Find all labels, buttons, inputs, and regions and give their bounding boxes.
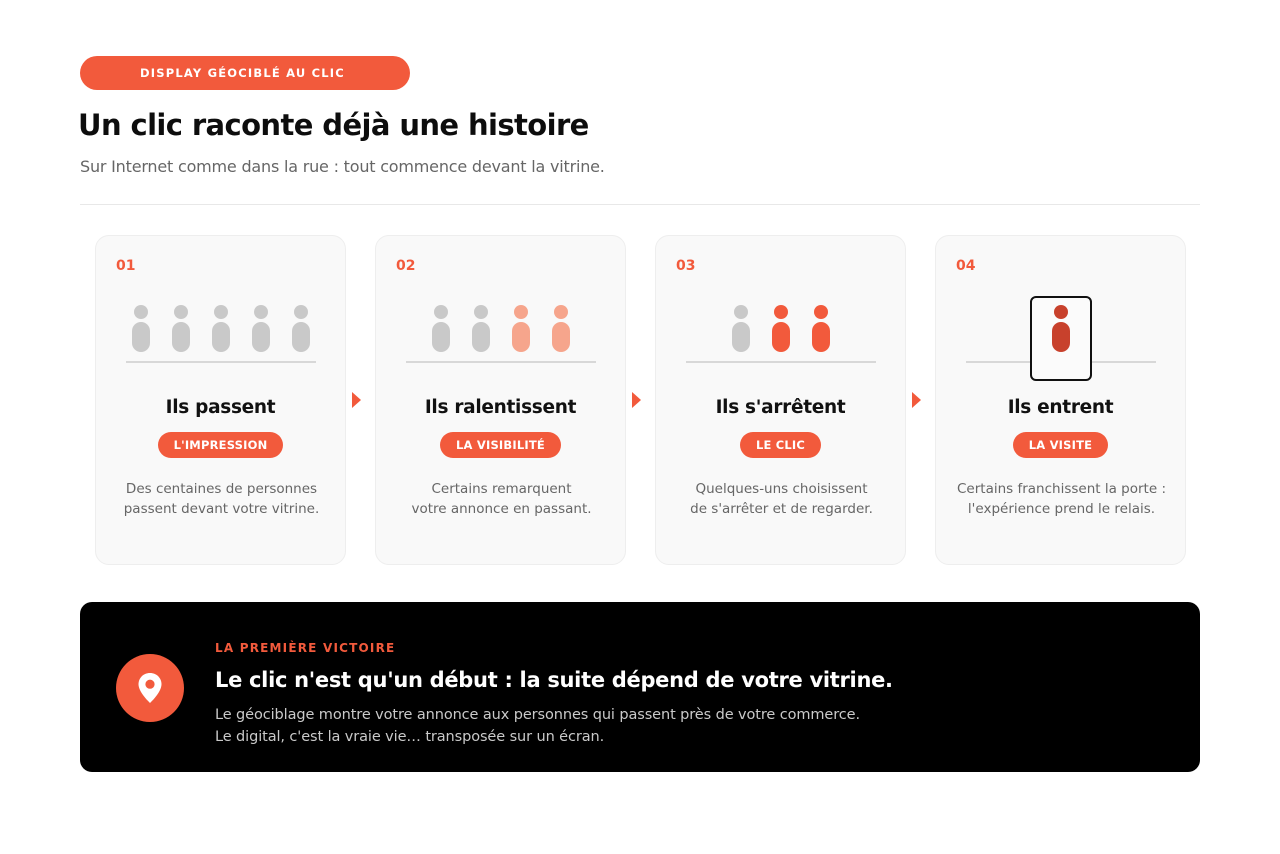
banner-title: Le clic n'est qu'un début : la suite dépend de votre vitrine. [215, 668, 893, 692]
step-description [946, 479, 1177, 519]
step-badge: LA VISIBILITÉ [440, 432, 561, 458]
step-number: 02 [396, 258, 416, 274]
person-icon [811, 305, 831, 353]
info-banner [80, 602, 1200, 772]
ground-line [126, 361, 316, 363]
step-description-line: Certains franchissent la porte : [957, 481, 1166, 497]
step-title: Ils entrent [1007, 397, 1114, 418]
step-illustration-slowing [376, 291, 627, 386]
arrow-right-icon [632, 392, 641, 408]
step-number: 03 [676, 258, 696, 274]
step-title: Ils s'arrêtent [715, 397, 846, 418]
step-description-line: votre annonce en passant. [411, 501, 592, 517]
person-icon [171, 305, 191, 353]
person-icon [431, 305, 451, 353]
step-card-2 [375, 235, 626, 565]
person-icon [1051, 305, 1071, 353]
step-number: 01 [116, 258, 136, 274]
step-illustration-passing [96, 291, 347, 386]
step-badge: LA VISITE [1013, 432, 1108, 458]
arrow-right-icon [912, 392, 921, 408]
step-card-3 [655, 235, 906, 565]
step-description [386, 479, 617, 519]
step-description-line: passent devant votre vitrine. [123, 501, 320, 517]
step-illustration-stopping [656, 291, 907, 386]
ground-line [686, 361, 876, 363]
banner-text-line: Le géociblage montre votre annonce aux personnes qui passent près de votre commerce. [215, 707, 860, 723]
step-title: Ils passent [165, 397, 276, 418]
person-icon [551, 305, 571, 353]
step-description [106, 479, 337, 519]
map-pin-icon [116, 654, 184, 722]
banner-kicker: LA PREMIÈRE VICTOIRE [215, 641, 396, 655]
step-description [666, 479, 897, 519]
person-icon [771, 305, 791, 353]
person-icon [251, 305, 271, 353]
section-tag: DISPLAY GÉOCIBLÉ AU CLIC [80, 56, 410, 90]
divider [80, 204, 1200, 205]
step-description-line: Quelques-uns choisissent [695, 481, 868, 497]
banner-text-line: Le digital, c'est la vraie vie… transposée sur un écran. [215, 729, 605, 745]
step-number: 04 [956, 258, 976, 274]
person-icon [731, 305, 751, 353]
step-description-line: Des centaines de personnes [125, 481, 318, 497]
step-description-line: l'expérience prend le relais. [967, 501, 1156, 517]
step-badge: L'IMPRESSION [158, 432, 284, 458]
step-title: Ils ralentissent [424, 397, 577, 418]
person-icon [131, 305, 151, 353]
step-badge: LE CLIC [740, 432, 821, 458]
person-icon [511, 305, 531, 353]
step-card-1 [95, 235, 346, 565]
page-title: Un clic raconte déjà une histoire [78, 108, 589, 142]
arrow-right-icon [352, 392, 361, 408]
step-description-line: Certains remarquent [431, 481, 572, 497]
person-icon [211, 305, 231, 353]
person-icon [291, 305, 311, 353]
step-card-4 [935, 235, 1186, 565]
ground-line [406, 361, 596, 363]
step-description-line: de s'arrêter et de regarder. [690, 501, 873, 517]
page-subtitle: Sur Internet comme dans la rue : tout commence devant la vitrine. [80, 157, 605, 176]
person-icon [471, 305, 491, 353]
step-illustration-entering [936, 291, 1187, 386]
